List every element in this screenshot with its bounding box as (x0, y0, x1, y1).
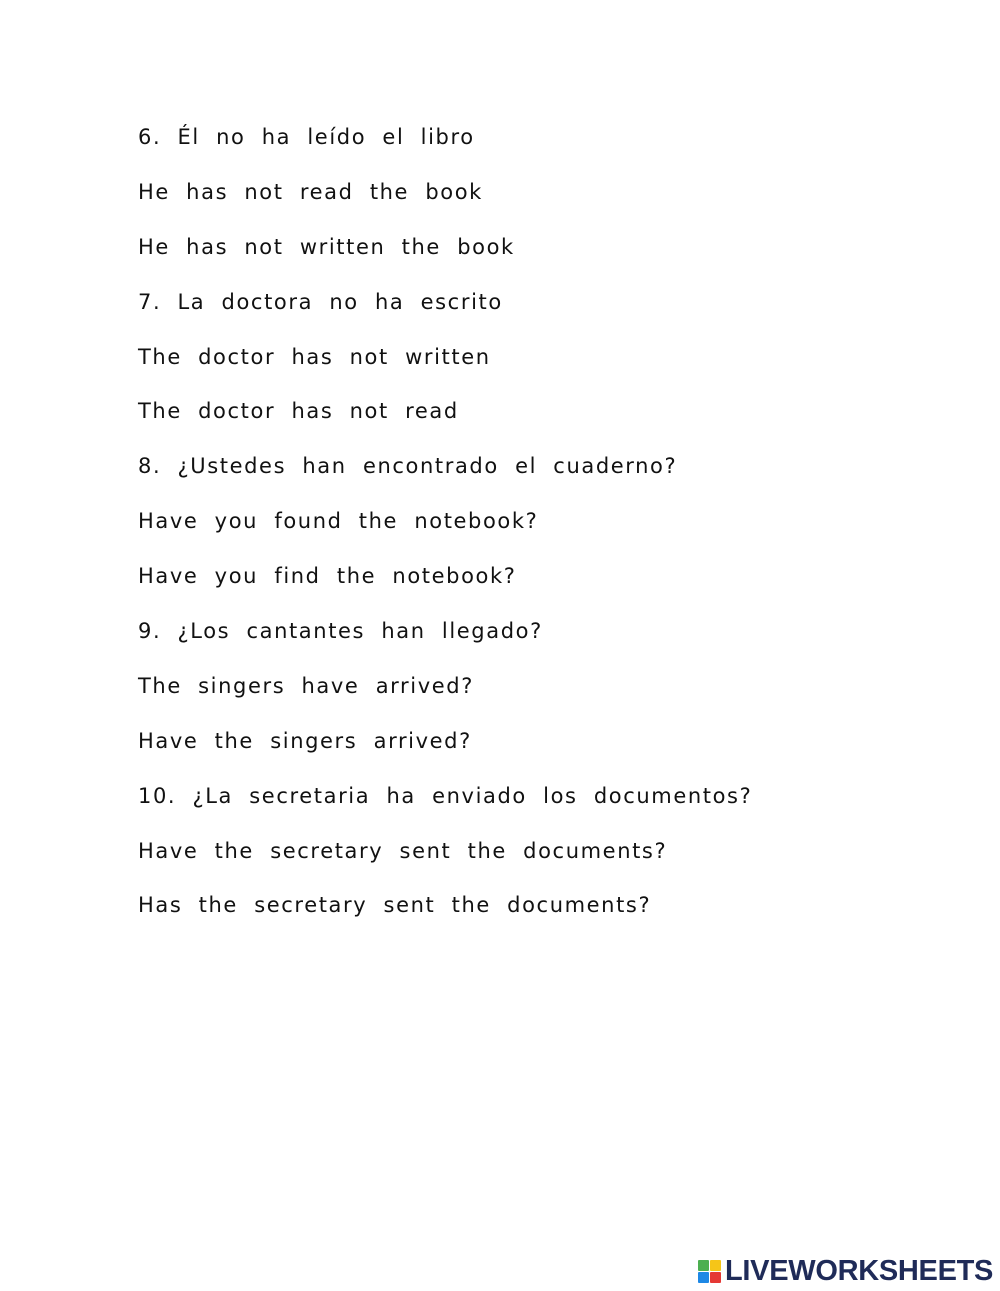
answer-option-7b[interactable]: The doctor has not read (138, 399, 459, 424)
logo-square-green (698, 1260, 709, 1271)
answer-option-8b[interactable]: Have you find the notebook? (138, 564, 517, 589)
worksheet-content (138, 119, 898, 942)
question-10: 10. ¿La secretaria ha enviado los documentos? (138, 783, 753, 808)
question-7: 7. La doctora no ha escrito (138, 289, 503, 314)
answer-option-10a[interactable]: Have the secretary sent the documents? (138, 838, 668, 863)
question-9: 9. ¿Los cantantes han llegado? (138, 619, 543, 644)
answer-option-7a[interactable]: The doctor has not written (138, 344, 491, 369)
logo-text: LIVEWORKSHEETS (725, 1255, 994, 1287)
liveworksheets-logo (698, 1256, 993, 1286)
logo-square-blue (698, 1272, 709, 1283)
question-8: 8. ¿Ustedes han encontrado el cuaderno? (138, 454, 678, 479)
answer-option-6b[interactable]: He has not written the book (138, 234, 515, 259)
liveworksheets-logo-icon (698, 1260, 721, 1283)
answer-option-6a[interactable]: He has not read the book (138, 179, 483, 204)
answer-option-8a[interactable]: Have you found the notebook? (138, 509, 539, 534)
answer-option-9b[interactable]: Have the singers arrived? (138, 728, 472, 753)
answer-option-10b[interactable]: Has the secretary sent the documents? (138, 893, 652, 918)
logo-square-red (710, 1272, 721, 1283)
logo-square-yellow (710, 1260, 721, 1271)
question-6: 6. Él no ha leído el libro (138, 125, 475, 149)
answer-option-9a[interactable]: The singers have arrived? (138, 673, 474, 698)
